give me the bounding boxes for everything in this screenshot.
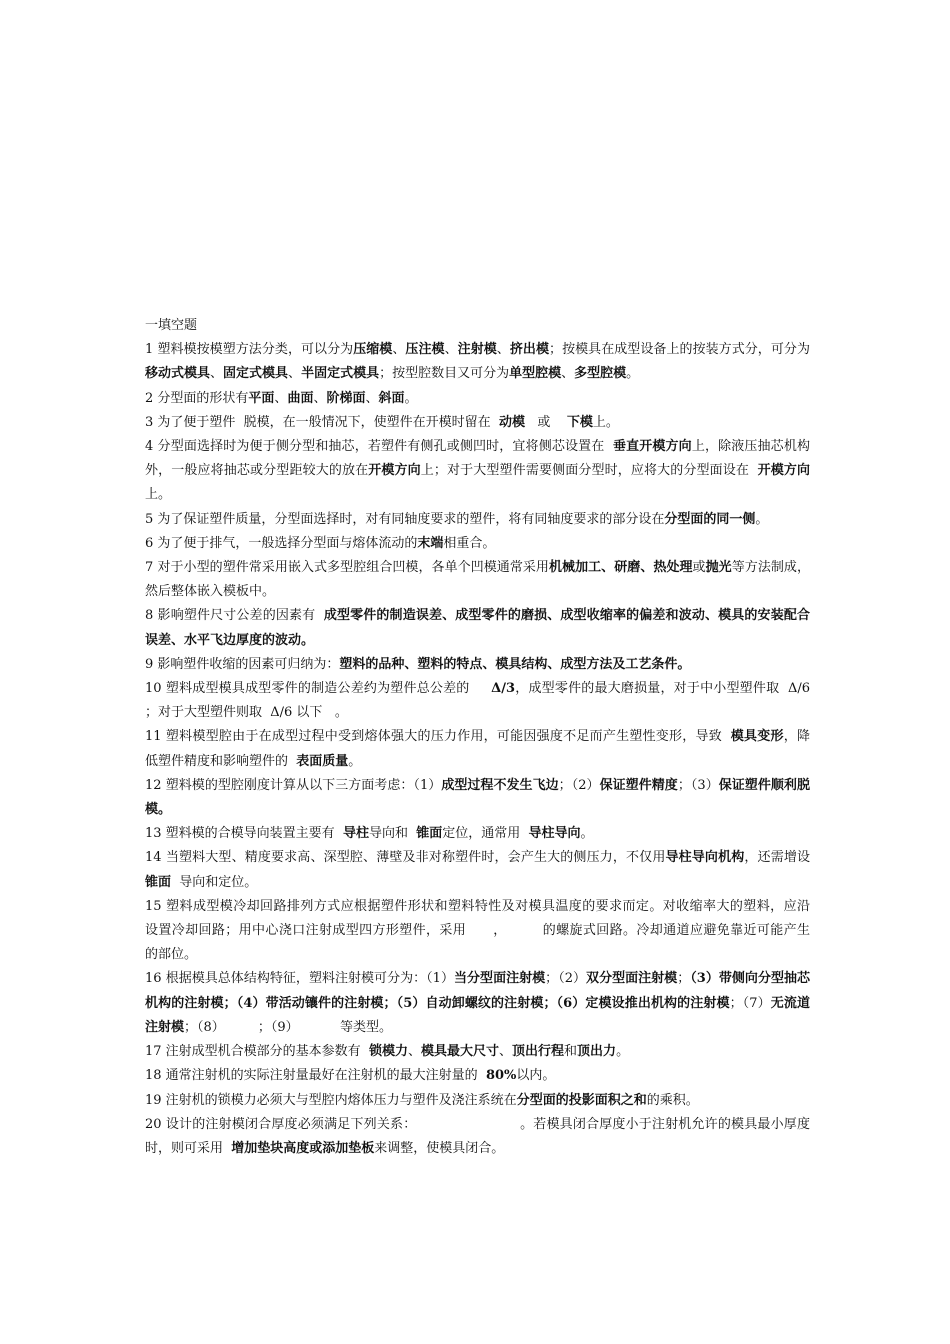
question-item bbox=[145, 435, 810, 508]
answer-text: 导柱 bbox=[342, 826, 369, 842]
question-text: 、 bbox=[288, 366, 302, 382]
question-item bbox=[145, 1089, 810, 1113]
answer-text: 开模方向 bbox=[368, 463, 421, 479]
answer-text: 分型面的投影面积之和 bbox=[516, 1092, 647, 1108]
question-text: 3 为了便于塑件 脱模，在一般情况下，使塑件在开模时留在 bbox=[145, 414, 499, 430]
question-item bbox=[145, 1064, 810, 1088]
question-text: ；按型腔数目又可分为 bbox=[379, 366, 510, 382]
question-text: 上，除液压抽芯机构外，一般应将抽芯或分型距较大的放在 bbox=[145, 439, 810, 479]
answer-text: 锥面 bbox=[416, 826, 443, 842]
section-heading: 一填空题 bbox=[145, 318, 198, 333]
question-text: 10 塑料成型模具成型零件的制造公差约为塑件总公差的 bbox=[145, 681, 492, 697]
question-item bbox=[145, 508, 810, 532]
answer-text: 多型腔模 bbox=[574, 366, 627, 382]
answer-text: Δ/3 bbox=[491, 681, 516, 697]
answer-text: 曲面 bbox=[287, 390, 314, 406]
answer-text: 单型腔模 bbox=[509, 366, 562, 382]
answer-text: 末端 bbox=[417, 535, 444, 551]
answer-text: 固定式模具 bbox=[223, 366, 289, 382]
question-text: 16 根据模具总体结构特征，塑料注射模可分为：（1） bbox=[145, 971, 454, 987]
answer-text: 80% bbox=[485, 1068, 517, 1084]
question-text: 、 bbox=[392, 342, 406, 358]
question-item bbox=[145, 411, 810, 435]
question-text: ；按模具在成型设备上的按装方式分，可分为 bbox=[549, 342, 810, 358]
question-text: 。 bbox=[755, 511, 769, 527]
question-text: 。 bbox=[626, 366, 640, 382]
question-text: 上。 bbox=[592, 414, 619, 430]
question-text: ；（2） bbox=[558, 777, 600, 793]
question-text: 17 注射成型机合模部分的基本参数有 bbox=[145, 1044, 369, 1060]
question-text: 15 塑料成型模冷却回路排列方式应根据塑件形状和塑料特性及对模具温度的要求而定。对收缩率大的塑料，应沿 设置冷却回路；用中心浇口注射成型四方形塑件，采用 ， 的螺旋式回路。冷却通道应避免靠近可能产生 的部位。 bbox=[145, 898, 918, 963]
question-item bbox=[145, 387, 810, 411]
question-text: 导向和定位。 bbox=[171, 874, 258, 890]
question-item bbox=[145, 895, 918, 968]
answer-text: 模具变形 bbox=[730, 729, 784, 745]
answer-text: 无流道注射模 bbox=[145, 995, 810, 1035]
question-text: 、 bbox=[407, 1044, 421, 1060]
question-text: 或 bbox=[524, 414, 567, 430]
answer-text: 阶梯面 bbox=[326, 390, 366, 406]
question-text: 定位，通常用 bbox=[442, 826, 529, 842]
question-text: 18 通常注射机的实际注射量最好在注射机的最大注射量的 bbox=[145, 1068, 486, 1084]
answer-text: 顶出行程 bbox=[512, 1044, 565, 1060]
question-text: 或 bbox=[692, 560, 706, 576]
question-text: 5 为了保证塑件质量，分型面选择时，对有同轴度要求的塑件，将有同轴度要求的部分设在 bbox=[145, 511, 665, 527]
answer-text: 当分型面注射模 bbox=[454, 971, 546, 987]
answer-text: 垂直开模方向 bbox=[612, 439, 692, 455]
answer-text: 锁模力 bbox=[368, 1044, 408, 1060]
answer-text: 锥面 bbox=[145, 874, 172, 890]
question-text: 、 bbox=[274, 390, 288, 406]
question-item bbox=[145, 725, 810, 773]
question-text: 11 塑料模型腔由于在成型过程中受到熔体强大的压力作用，可能因强度不足而产生塑性变形，导致 bbox=[145, 729, 731, 745]
question-text: 8 影响塑件尺寸公差的因素有 bbox=[145, 608, 324, 624]
answer-text: 塑料的品种、塑料的特点、模具结构、成型方法及工艺条件。 bbox=[339, 656, 691, 672]
question-text: 。 bbox=[404, 390, 418, 406]
answer-text: 平面 bbox=[248, 390, 275, 406]
answer-text: 挤出模 bbox=[509, 342, 550, 358]
question-text: 2 分型面的形状有 bbox=[145, 390, 249, 406]
answer-text: 成型过程不发生飞边 bbox=[441, 777, 559, 793]
question-text: 。 bbox=[616, 1044, 630, 1060]
question-item bbox=[145, 1040, 810, 1064]
answer-text: 顶出力 bbox=[577, 1044, 617, 1060]
question-text: 、 bbox=[561, 366, 575, 382]
answer-text: 表面质量 bbox=[296, 753, 349, 769]
question-text: ；（7） bbox=[729, 995, 771, 1011]
question-text: ； bbox=[677, 971, 691, 987]
answer-text: 模具最大尺寸 bbox=[420, 1044, 499, 1060]
question-text: 、 bbox=[313, 390, 327, 406]
question-text: 、 bbox=[496, 342, 510, 358]
question-text: 和 bbox=[564, 1044, 578, 1060]
question-text: ；（3） bbox=[677, 777, 719, 793]
question-text: 以内。 bbox=[516, 1068, 556, 1084]
question-text: 1 塑料模按模塑方法分类，可以分为 bbox=[145, 342, 354, 358]
question-item bbox=[145, 604, 810, 652]
question-item bbox=[145, 532, 810, 556]
question-text: ；（2） bbox=[545, 971, 587, 987]
answer-text: 导柱导向 bbox=[528, 826, 581, 842]
answer-text: 压注模 bbox=[405, 342, 445, 358]
question-text: 、 bbox=[444, 342, 458, 358]
question-text: ，成型零件的最大磨损量，对于中小型塑件取 Δ/6 ；对于大型塑件则取 Δ/6 以下 。 bbox=[145, 681, 819, 721]
question-text: 来调整，使模具闭合。 bbox=[374, 1140, 505, 1156]
question-text: 、 bbox=[210, 366, 224, 382]
question-text: 、 bbox=[499, 1044, 513, 1060]
answer-text: 分型面的同一侧 bbox=[664, 511, 756, 527]
question-text: 19 注射机的锁模力必须大与型腔内熔体压力与塑件及浇注系统在 bbox=[145, 1092, 517, 1108]
answer-text: 增加垫块高度或添加垫板 bbox=[231, 1140, 375, 1156]
question-item bbox=[145, 338, 810, 386]
question-list bbox=[145, 338, 918, 1161]
question-text: 13 塑料模的合模导向装置主要有 bbox=[145, 826, 343, 842]
answer-text: 注射模 bbox=[457, 342, 497, 358]
question-text: 等方法制成，然后整体嵌入模板中。 bbox=[145, 560, 810, 600]
question-text: ；（8） ；（9） 等类型。 bbox=[184, 1019, 392, 1035]
question-text: 相重合。 bbox=[443, 535, 496, 551]
question-text: 。 bbox=[580, 826, 594, 842]
question-text: 4 分型面选择时为便于侧分型和抽芯，若塑件有侧孔或侧凹时，宜将侧芯设置在 bbox=[145, 439, 613, 455]
answer-text: （3）带侧向分型抽芯机构的注射模；（4）带活动镶件的注射模；（5）自动卸螺纹的注射模；（6）定模设推出机构的注射模 bbox=[145, 971, 811, 1011]
question-text: ，降低塑件精度和影响塑件的 bbox=[145, 729, 810, 769]
question-text: 12 塑料模的型腔刚度计算从以下三方面考虑：（1） bbox=[145, 777, 442, 793]
answer-text: 移动式模具 bbox=[145, 366, 211, 382]
answer-text: 半固定式模具 bbox=[301, 366, 380, 382]
question-item bbox=[145, 822, 810, 846]
answer-text: 机械加工、研磨、热处理 bbox=[548, 560, 693, 576]
question-text: ，还需增设 bbox=[744, 850, 819, 866]
answer-text: 压缩模 bbox=[353, 342, 393, 358]
question-item bbox=[145, 556, 810, 604]
question-item bbox=[145, 677, 819, 725]
question-item bbox=[145, 967, 810, 1040]
answer-text: 成型零件的制造误差、成型零件的磨损、成型收缩率的偏差和波动、模具的安装配合误差、水平飞边厚度的波动。 bbox=[145, 608, 810, 648]
question-text: 上。 bbox=[145, 487, 172, 503]
question-text: 14 当塑料大型、精度要求高、深型腔、薄壁及非对称塑件时，会产生大的侧压力，不仅用 bbox=[145, 850, 666, 866]
question-item bbox=[145, 1113, 810, 1161]
answer-text: 导柱导向机构 bbox=[665, 850, 745, 866]
document-page bbox=[145, 314, 918, 1161]
answer-text: 保证塑件精度 bbox=[599, 777, 678, 793]
question-text: 7 对于小型的塑件常采用嵌入式多型腔组合凹模，各单个凹模通常采用 bbox=[145, 560, 549, 576]
question-text: 上；对于大型塑件需要侧面分型时，应将大的分型面设在 bbox=[420, 463, 758, 479]
question-item bbox=[145, 653, 810, 677]
answer-text: 抛光 bbox=[705, 560, 732, 576]
question-text: 。 bbox=[348, 753, 362, 769]
question-text: 、 bbox=[365, 390, 379, 406]
question-text: 20 设计的注射模闭合厚度必须满足下列关系： 。若模具闭合厚度小于注射机允许的模具最小厚度时，则可采用 bbox=[145, 1116, 810, 1156]
answer-text: 斜面 bbox=[378, 390, 405, 406]
question-text: 导向和 bbox=[368, 826, 417, 842]
answer-text: 开模方向 bbox=[757, 463, 810, 479]
question-text: 的乘积。 bbox=[646, 1092, 699, 1108]
question-item bbox=[145, 774, 810, 822]
question-item bbox=[145, 846, 819, 894]
answer-text: 下模 bbox=[566, 414, 593, 430]
answer-text: 保证塑件顺利脱模。 bbox=[145, 777, 810, 818]
answer-text: 动模 bbox=[498, 414, 525, 430]
question-text: 6 为了便于排气，一般选择分型面与熔体流动的 bbox=[145, 535, 418, 551]
answer-text: 双分型面注射模 bbox=[586, 971, 678, 987]
question-text: 9 影响塑件收缩的因素可归纳为： bbox=[145, 656, 340, 672]
